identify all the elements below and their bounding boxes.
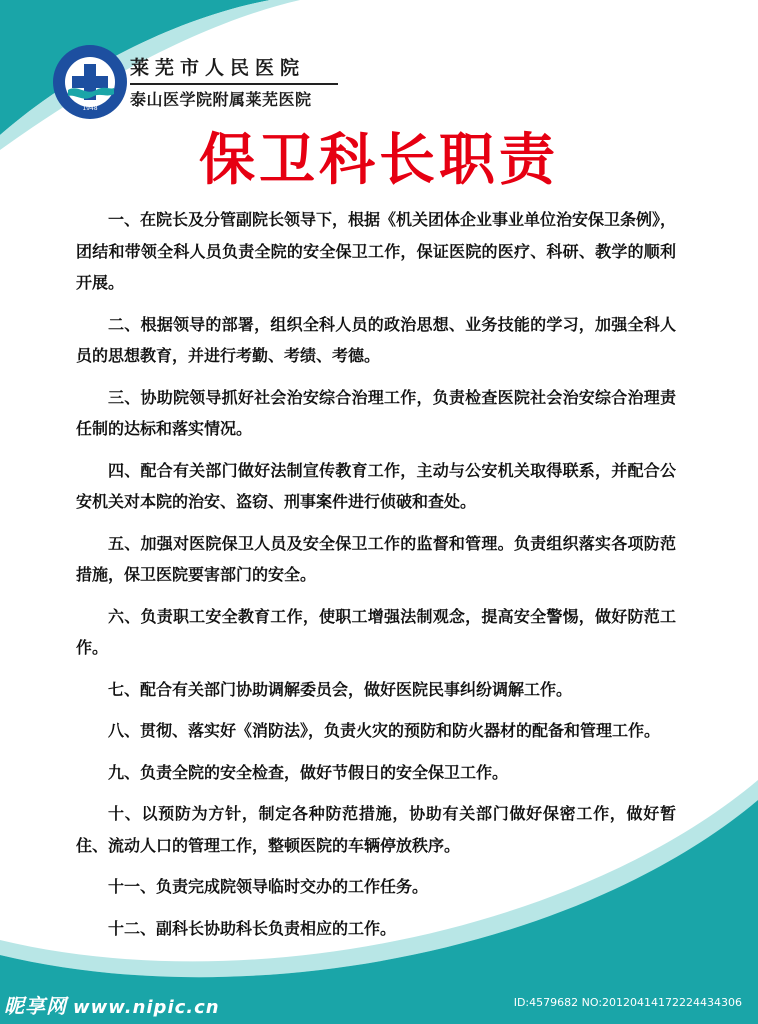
watermark-brand [4,990,220,1018]
clause-3: 三、协助院领导抓好社会治安综合治理工作，负责检查医院社会治安综合治理责任制的达标和落实情况。 [76,387,676,438]
clause-2: 二、根据领导的部署，组织全科人员的政治思想、业务技能的学习，加强全科人员的思想教育，并进行考勤、考绩、考德。 [76,314,676,365]
clause-6: 六、负责职工安全教育工作，使职工增强法制观念，提高安全警惕，做好防范工作。 [76,606,676,657]
hospital-emblem-icon [52,44,128,120]
clause-10: 十、以预防为方针，制定各种防范措施，协助有关部门做好保密工作，做好暂住、流动人口的管理工作，整顿医院的车辆停放秩序。 [76,804,676,855]
watermark-brand-name: 昵享网 [4,994,67,1018]
clause-8: 八、贯彻、落实好《消防法》，负责火灾的预防和防火器材的配备和管理工作。 [108,721,661,740]
watermark-site: www.nipic.cn [73,997,220,1018]
clause-9: 九、负责全院的安全检查，做好节假日的安全保卫工作。 [108,762,509,782]
clause-4: 四、配合有关部门做好法制宣传教育工作，主动与公安机关取得联系，并配合公安机关对本院的治安、盗窃、刑事案件进行侦破和查处。 [76,460,676,511]
clause-5: 五、加强对医院保卫人员及安全保卫工作的监督和管理。负责组织落实各项防范措施，保卫医院要害部门的安全。 [76,533,676,584]
clause-12: 十二、副科长协助科长负责相应的工作。 [108,918,397,938]
hospital-header [130,56,338,111]
clause-1: 一、在院长及分管副院长领导下，根据《机关团体企业事业单位治安保卫条例》，团结和带领全科人员负责全院的安全保卫工作，保证医院的医疗、科研、教学的顺利开展。 [76,210,677,292]
logo-year: 1948 [82,105,98,112]
duties-list [76,204,676,954]
watermark-id: ID:4579682 NO:20120414172224434306 [513,996,742,1009]
hospital-name: 莱芜市人民医院 [130,56,338,85]
page-title: 保卫科长职责 [199,127,559,193]
clause-7: 七、配合有关部门协助调解委员会，做好医院民事纠纷调解工作。 [108,679,573,699]
clause-11: 十一、负责完成院领导临时交办的工作任务。 [108,877,429,896]
hospital-subtitle: 泰山医学院附属莱芜医院 [130,90,312,109]
